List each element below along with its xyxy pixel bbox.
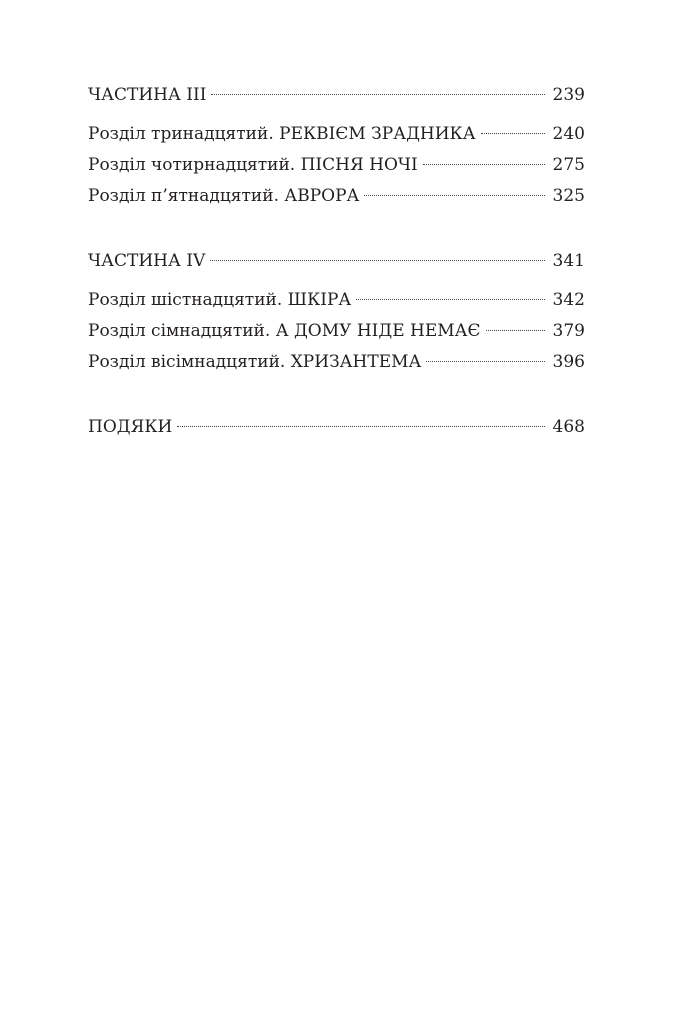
toc-part-title: ЧАСТИНА ІІІ	[88, 85, 207, 105]
dot-leader	[356, 299, 544, 300]
toc-chapter-title: Розділ вісімнадцятий. ХРИЗАНТЕМА	[88, 352, 422, 372]
toc-page-number: 468	[552, 417, 585, 437]
dot-leader	[177, 426, 544, 427]
toc-part-4	[88, 246, 585, 277]
toc-chapter-title: Розділ тринадцятий. РЕКВІЄМ ЗРАДНИКА	[88, 124, 476, 144]
toc-page-number: 275	[552, 155, 585, 175]
toc-chapter-title: Розділ шістнадцятий. ШКІРА	[88, 290, 352, 310]
toc-chapter-title: Розділ чотирнадцятий. ПІСНЯ НОЧІ	[88, 155, 418, 175]
dot-leader	[481, 133, 545, 134]
toc-section-title: ПОДЯКИ	[88, 417, 173, 437]
dot-leader	[486, 330, 545, 331]
toc-acknowledgements	[88, 412, 585, 443]
dot-leader	[210, 260, 544, 261]
toc-chapter	[88, 119, 585, 150]
toc-chapter	[88, 285, 585, 316]
toc-page-number: 396	[552, 352, 585, 372]
toc-page-number: 342	[552, 290, 585, 310]
table-of-contents	[88, 80, 585, 443]
toc-chapter	[88, 181, 585, 212]
toc-part-title: ЧАСТИНА IV	[88, 251, 206, 271]
dot-leader	[426, 361, 544, 362]
toc-page-number: 325	[552, 186, 585, 206]
toc-chapter	[88, 316, 585, 347]
spacer	[88, 212, 585, 246]
dot-leader	[364, 195, 544, 196]
spacer	[88, 277, 585, 285]
dot-leader	[211, 94, 544, 95]
spacer	[88, 111, 585, 119]
toc-page-number: 240	[552, 124, 585, 144]
toc-page-number: 379	[552, 321, 585, 341]
toc-page-number: 341	[552, 251, 585, 271]
toc-chapter	[88, 150, 585, 181]
spacer	[88, 378, 585, 412]
toc-part-3	[88, 80, 585, 111]
toc-page-number: 239	[552, 85, 585, 105]
toc-chapter-title: Розділ п’ятнадцятий. АВРОРА	[88, 186, 360, 206]
toc-chapter-title: Розділ сімнадцятий. А ДОМУ НІДЕ НЕМАЄ	[88, 321, 481, 341]
toc-chapter	[88, 347, 585, 378]
dot-leader	[423, 164, 545, 165]
